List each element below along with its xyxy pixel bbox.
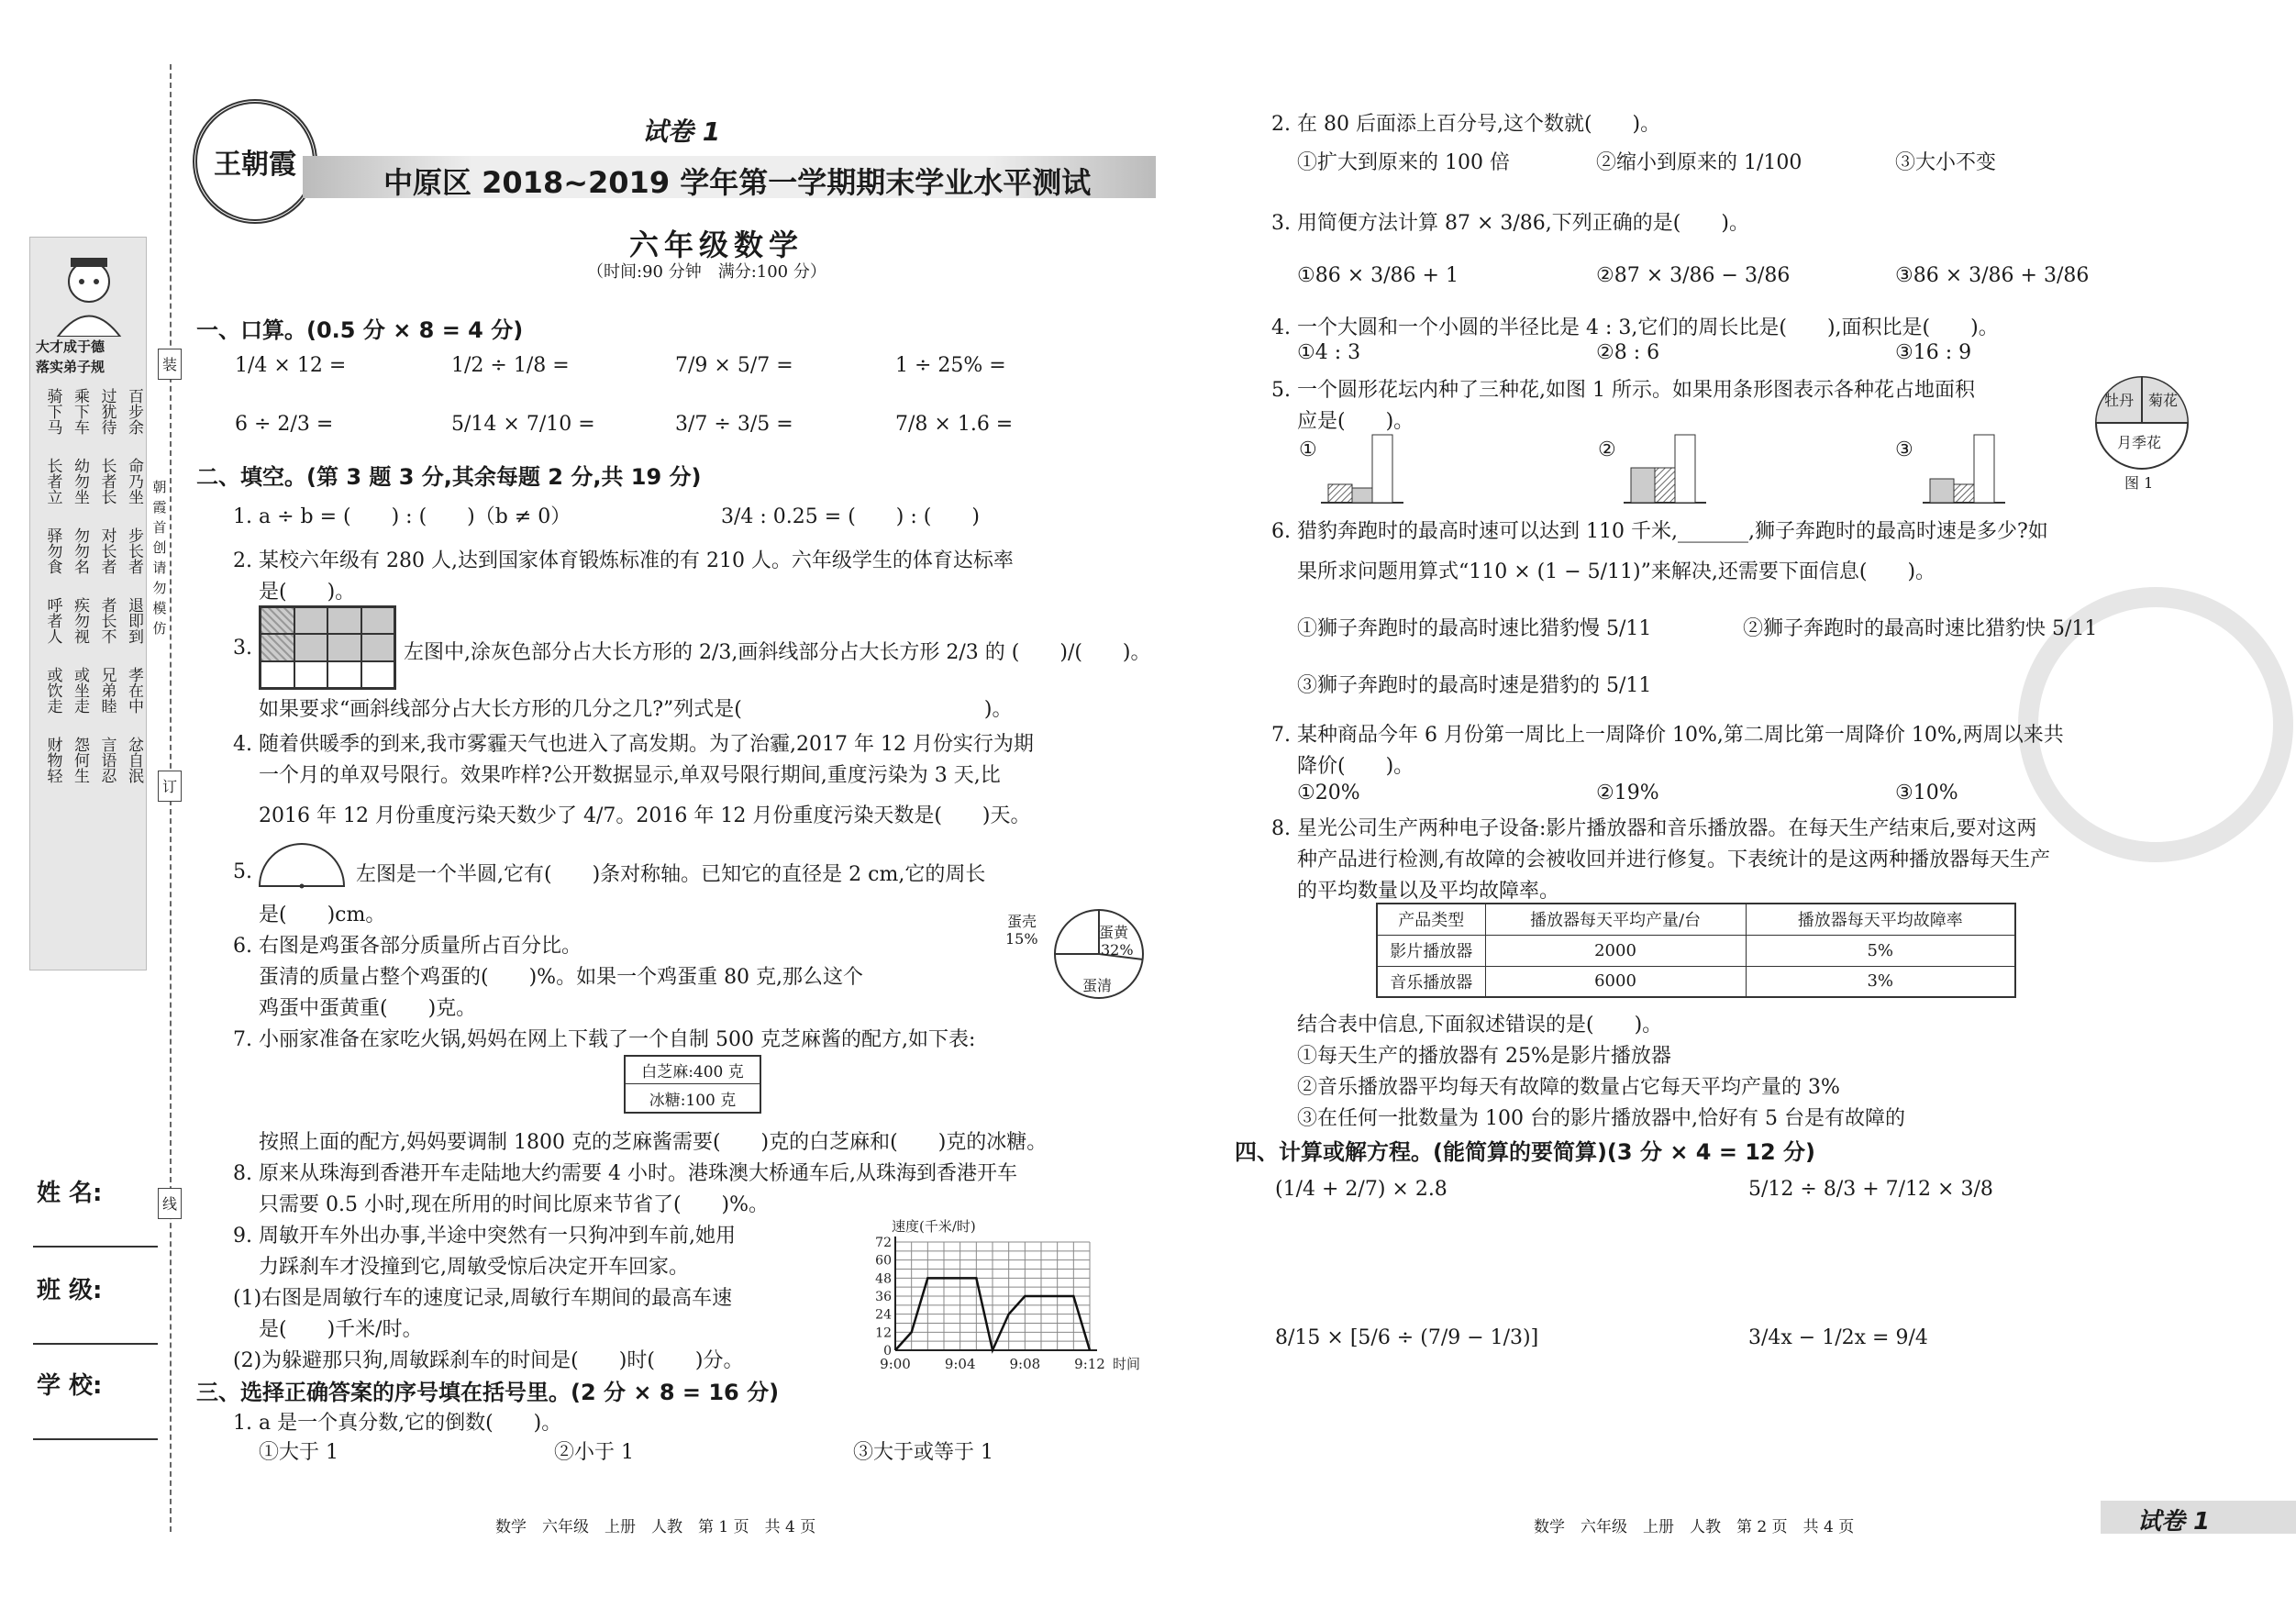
speed-line-chart [862,1218,1156,1374]
q3-7b: 降价( )。 [1297,755,1414,778]
q3-2-opt: ③大小不变 [1895,151,1997,174]
section-4-heading: 四、计算或解方程。(能简算的要简算)(3 分 × 4 = 12 分) [1235,1139,1816,1165]
calc-item: 1 ÷ 25% = [895,354,1006,377]
q3-3: 3. 用简便方法计算 87 × 3/86,下列正确的是( )。 [1271,212,1749,235]
y-tick-label: 60 [875,1253,892,1269]
q3-5a: 5. 一个圆形花坛内种了三种花,如图 1 所示。如果用条形图表示各种花占地面积 [1271,379,1975,402]
q2-6b: 蛋清的质量占整个鸡蛋的( )%。如果一个鸡蛋重 80 克,那么这个 [259,966,864,989]
proverb-line: 退即到 [125,597,143,644]
proverb-line: 者长不 [97,597,116,644]
q2-4c: 2016 年 12 月份重度污染天数少了 4/7。2016 年 12 月份重度污染天数是( )天。 [259,804,1031,827]
binding-mark-3: 线 [158,1188,182,1219]
q2-5a: 5. [233,860,252,883]
q2-8b: 只需要 0.5 小时,现在所用的时间比原来节省了( )%。 [259,1193,770,1216]
y-axis-label: 速度(千米/时) [892,1218,976,1235]
q3-8-opt: ①每天生产的播放器有 25%是影片播放器 [1297,1045,1671,1068]
q3-6-opt: ③狮子奔跑时的最高时速是猎豹的 5/11 [1297,674,1652,697]
q3-4: 4. 一个大圆和一个小圆的半径比是 4 : 3,它们的周长比是( ),面积比是( )。 [1271,316,1999,339]
q2-4b: 一个月的单双号限行。效果咋样?公开数据显示,单双号限行期间,重度污染为 3 天,比 [259,764,1001,787]
pie-label-shell-pct: 15% [1005,930,1038,948]
table-cell: 音乐播放器 [1377,966,1485,997]
q2-5c: 是( )cm。 [259,904,386,926]
q2-6a: 6. 右图是鸡蛋各部分质量所占百分比。 [233,935,582,958]
proverb-line: 过犹待 [97,388,116,435]
sidebar-panel [29,237,147,970]
pie-label-shell: 蛋壳 [1007,913,1037,930]
q3-5-opt: ② [1598,438,1616,461]
q2-9d: 是( )千米/时。 [259,1318,423,1341]
pie-label-white: 蛋清 [1082,977,1113,994]
binding-mark-1: 装 [158,349,182,380]
q3-1: 1. a 是一个真分数,它的倒数( )。 [233,1412,562,1435]
pie-label-yolk: 蛋黄 [1099,924,1129,941]
scholar-figure [30,245,148,337]
q2-2b: 是( )。 [259,581,356,604]
proverb-line: 言语忍 [97,737,116,783]
motto-top: 大才成于德 [36,338,105,355]
q2-9e: (2)为躲避那只狗,周敏踩刹车的时间是( )时( )分。 [233,1349,744,1372]
brand-text: 王朝霞 [214,149,296,181]
q3-8-opt: ②音乐播放器平均每天有故障的数量占它每天平均产量的 3% [1297,1076,1840,1099]
q2-8a: 8. 原来从珠海到香港开车走陆地大约需要 4 小时。港珠澳大桥通车后,从珠海到香港开车 [233,1162,1017,1185]
brand-logo [193,99,317,224]
q2-4a: 4. 随着供暖季的到来,我市雾霾天气也进入了高发期。为了治霾,2017 年 12 月份实行为期 [233,733,1034,756]
section-2-heading: 二、填空。(第 3 题 3 分,其余每题 2 分,共 19 分) [196,464,702,490]
pie-label-yolk-pct: 32% [1101,941,1134,959]
proverb-line: 步长者 [125,527,143,574]
calc-item: 5/14 × 7/10 = [451,413,595,436]
footer-right: 数学 六年级 上册 人教 第 2 页 共 4 页 [1534,1518,1855,1536]
q3-2: 2. 在 80 后面添上百分号,这个数就( )。 [1271,113,1661,136]
exam-timing: （时间:90 分钟 满分:100 分） [587,262,826,282]
q2-9c: (1)右图是周敏行车的速度记录,周敏行车期间的最高车速 [233,1287,733,1310]
q3-3-opt: ①86 × 3/86 + 1 [1297,264,1459,287]
y-tick-label: 12 [875,1325,892,1341]
table-cell: 2000 [1485,935,1746,966]
fig1-caption: 图 1 [2124,474,2154,492]
y-tick-label: 48 [875,1271,892,1287]
section-1-heading: 一、口算。(0.5 分 × 8 = 4 分) [196,317,524,343]
q2-7b: 按照上面的配方,妈妈要调制 1800 克的芝麻酱需要( )克的白芝麻和( )克的冰糖。 [259,1131,1048,1154]
proverb-line: 长者立 [43,458,62,505]
calc-item: 1/2 ÷ 1/8 = [451,354,570,377]
x-tick-label: 9:04 [944,1356,976,1372]
motto-bottom: 落实弟子规 [36,359,105,375]
fig1-label-rose: 月季花 [2117,434,2162,451]
equation-item: 3/4x − 1/2x = 9/4 [1748,1326,1928,1349]
q2-9b: 力踩刹车才没撞到它,周敏受惊后决定开车回家。 [259,1256,689,1279]
semicircle-figure [257,838,349,890]
proverb-line: 命乃坐 [125,458,143,505]
school-label: 学 校: [37,1372,103,1400]
q3-8b: 种产品进行检测,有故障的会被收回并进行修复。下表统计的是这两种播放器每天生产 [1297,848,2050,871]
player-table [1376,903,2016,998]
shaded-rectangle [259,605,396,690]
q3-5-opt: ① [1299,438,1317,461]
subject-title: 六年级数学 [629,227,804,262]
proverb-line: 幼勿坐 [71,458,89,505]
proverb-grid [36,388,144,801]
fig1-label-chrysanthemum: 菊花 [2148,392,2179,409]
q2-3a: 3. [233,637,252,660]
calc-item: 1/4 × 12 = [235,354,347,377]
proverb-line: 百步余 [125,388,143,435]
section-3-heading: 三、选择正确答案的序号填在括号里。(2 分 × 8 = 16 分) [196,1380,780,1405]
table-header: 播放器每天平均产量/台 [1485,904,1746,935]
x-tick-label: 9:12 [1074,1356,1105,1372]
q3-7-opt: ②19% [1596,782,1659,804]
q3-7-opt: ③10% [1895,782,1958,804]
q2-1b: 3/4 : 0.25 = ( ) : ( ) [721,505,980,528]
q3-6a: 6. 猎豹奔跑时的最高时速可以达到 110 千米,_______,狮子奔跑时的最高时速是多少?如 [1271,520,2048,543]
proverb-line: 忿自泯 [125,737,143,783]
recipe-sesame: 白芝麻:400 克 [626,1057,760,1084]
proverb-line: 骑下马 [43,388,62,435]
y-tick-label: 24 [875,1307,892,1323]
x-tick-label: 9:00 [880,1356,911,1372]
proverb-line: 疾勿视 [71,597,89,644]
q3-3-opt: ②87 × 3/86 − 3/86 [1596,264,1791,287]
q2-6c: 鸡蛋中蛋黄重( )克。 [259,997,477,1020]
q3-2-opt: ②缩小到原来的 1/100 [1596,151,1802,174]
q2-3b: 左图中,涂灰色部分占大长方形的 2/3,画斜线部分占大长方形 2/3 的 ( )/( )。 [404,641,1151,664]
table-cell: 6000 [1485,966,1746,997]
table-cell: 5% [1746,935,2015,966]
q3-5b: 应是( )。 [1297,410,1414,433]
q3-6-opt: ②狮子奔跑时的最高时速比猎豹快 5/11 [1743,617,2098,640]
proverb-line: 怨何生 [71,737,89,783]
y-tick-label: 72 [875,1236,892,1250]
series-label: 试卷 1 [642,116,721,147]
q2-7a: 7. 小丽家准备在家吃火锅,妈妈在网上下载了一个自制 500 克芝麻酱的配方,如下表: [233,1028,976,1051]
q2-2a: 2. 某校六年级有 280 人,达到国家体育锻炼标准的有 210 人。六年级学生的体育达标率 [233,549,1014,572]
equation-item: 8/15 × [5/6 ÷ (7/9 − 1/3)] [1275,1326,1539,1349]
y-tick-label: 36 [875,1290,892,1304]
q3-6b: 果所求问题用算式“110 × (1 − 5/11)”来解决,还需要下面信息( )。 [1297,560,1936,583]
proverb-line: 或饮走 [43,667,62,714]
footer-badge: 试卷 1 [2137,1508,2211,1536]
proverb-line: 兄弟睦 [97,667,116,714]
calc-item: 7/9 × 5/7 = [675,354,793,377]
proverb-line: 财物轻 [43,737,62,783]
table-header: 产品类型 [1377,904,1485,935]
recipe-table [624,1055,761,1114]
bar-option-1 [1321,431,1403,505]
side-note: 朝霞首创 请勿模仿 [152,479,167,637]
fig1-label-peony: 牡丹 [2104,392,2135,409]
proverb-line: 孝在中 [125,667,143,714]
q3-2-opt: ①扩大到原来的 100 倍 [1297,151,1510,174]
name-field[interactable] [33,1246,158,1248]
q2-1a: 1. a ÷ b = ( ) : ( )（b ≠ 0） [233,505,571,528]
footer-left: 数学 六年级 上册 人教 第 1 页 共 4 页 [495,1518,816,1536]
proverb-line: 或坐走 [71,667,89,714]
q3-8-opt: ③在任何一批数量为 100 台的影片播放器中,恰好有 5 台是有故障的 [1297,1107,1905,1130]
q3-8a: 8. 星光公司生产两种电子设备:影片播放器和音乐播放器。在每天生产结束后,要对这两 [1271,817,2037,840]
q3-1-opt: ③大于或等于 1 [853,1441,993,1464]
equation-item: (1/4 + 2/7) × 2.8 [1275,1178,1447,1201]
bar-option-2 [1624,431,1706,505]
q3-3-opt: ③86 × 3/86 + 3/86 [1895,264,2090,287]
calc-item: 7/8 × 1.6 = [895,413,1014,436]
table-header: 播放器每天平均故障率 [1746,904,2015,935]
q2-9a: 9. 周敏开车外出办事,半途中突然有一只狗冲到车前,她用 [233,1225,736,1248]
equation-item: 5/12 ÷ 8/3 + 7/12 × 3/8 [1748,1178,1993,1201]
table-cell: 3% [1746,966,2015,997]
q3-8d: 结合表中信息,下面叙述错误的是( )。 [1297,1014,1663,1037]
name-label: 姓 名: [37,1180,103,1207]
q3-4-opt: ①4 : 3 [1297,341,1361,364]
q3-4-opt: ③16 : 9 [1895,341,1972,364]
x-axis-label: 时间 [1112,1356,1141,1372]
binding-mark-2: 订 [158,771,182,802]
q3-8c: 的平均数量以及平均故障率。 [1297,880,1560,903]
proverb-line: 勿勿名 [71,527,89,574]
bar-option-3 [1923,431,2005,505]
calc-item: 3/7 ÷ 3/5 = [675,413,793,436]
school-field[interactable] [33,1438,158,1440]
q2-5b: 左图是一个半圆,它有( )条对称轴。已知它的直径是 2 cm,它的周长 [356,863,986,886]
q3-4-opt: ②8 : 6 [1596,341,1660,364]
y-tick-label: 0 [883,1344,892,1359]
proverb-line: 长者长 [97,458,116,505]
q2-3c: 如果要求“画斜线部分占大长方形的几分之几?”列式是( )。 [259,698,1013,721]
q3-6-opt: ①狮子奔跑时的最高时速比猎豹慢 5/11 [1297,617,1652,640]
q3-1-opt: ②小于 1 [554,1441,634,1464]
q3-7a: 7. 某种商品今年 6 月份第一周比上一周降价 10%,第二周比第一周降价 10%,两周以来共 [1271,724,2064,747]
table-cell: 影片播放器 [1377,935,1485,966]
q3-1-opt: ①大于 1 [259,1441,338,1464]
class-field[interactable] [33,1343,158,1345]
proverb-line: 驿勿食 [43,527,62,574]
class-label: 班 级: [37,1277,103,1304]
exam-title: 中原区 2018~2019 学年第一学期期末学业水平测试 [383,165,1092,200]
calc-item: 6 ÷ 2/3 = [235,413,334,436]
proverb-line: 对长者 [97,527,116,574]
proverb-line: 乘下车 [71,388,89,435]
q3-5-opt: ③ [1895,438,1913,461]
x-tick-label: 9:08 [1009,1356,1041,1372]
flower-bed-figure [2091,372,2192,473]
proverb-line: 呼者人 [43,597,62,644]
recipe-sugar: 冰糖:100 克 [649,1091,737,1110]
q3-7-opt: ①20% [1297,782,1360,804]
